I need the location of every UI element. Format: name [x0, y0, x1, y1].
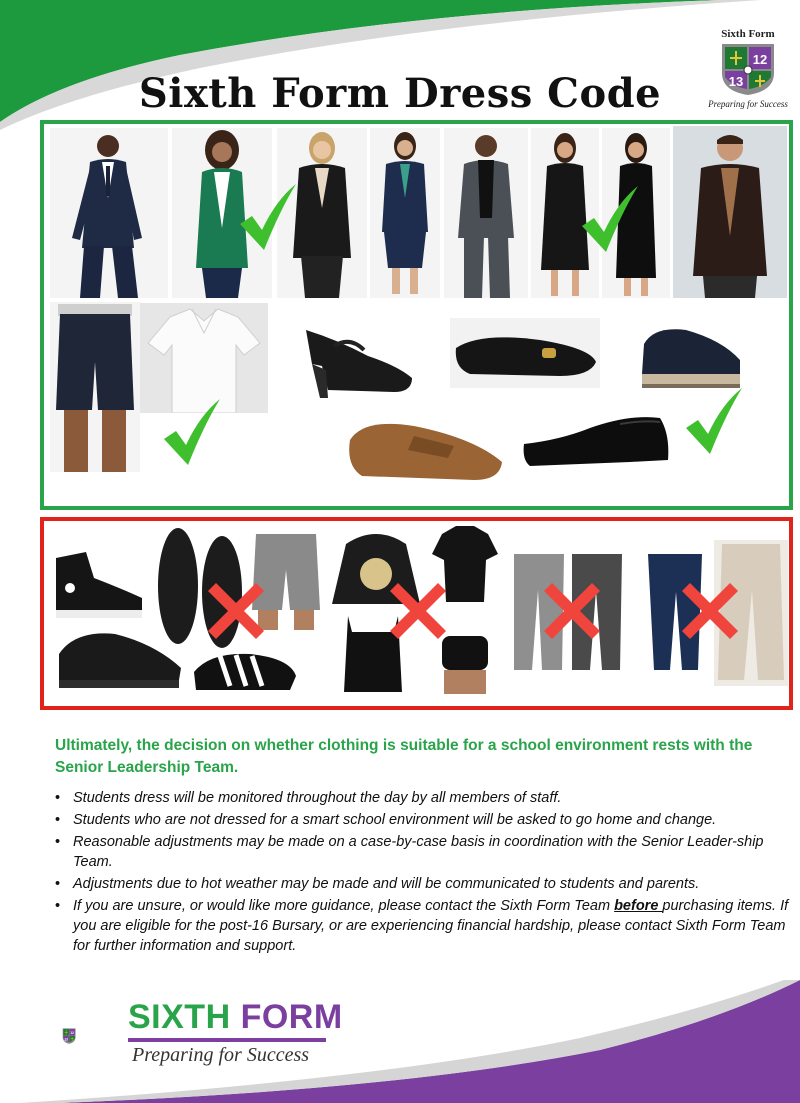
- bullet-text-after: purchasing items. If you are eligible for the post-16 Bursary, or are experiencing financial hardship, please contact Sixth Form Team for further information and support.: [73, 898, 789, 954]
- mary-jane-heel-photo: [298, 310, 418, 402]
- list-item: • Students dress will be monitored throughout the day by all members of staff.: [55, 788, 790, 808]
- check-mark-icon: [682, 384, 746, 456]
- person-navy-skirt-suit-photo: [370, 128, 440, 298]
- person-grey-suit-photo: [444, 128, 528, 298]
- check-mark-icon: [578, 182, 642, 254]
- crest-shield-icon: [719, 41, 777, 97]
- list-item: • Reasonable adjustments may be made on a case-by-case basis in coordination with the Senior Leader-ship Team.: [55, 832, 790, 872]
- crest-tagline: Preparing for Success: [708, 99, 788, 109]
- person-brown-blazer-photo: [673, 126, 787, 298]
- school-crest: [700, 28, 796, 120]
- tailored-shorts-photo: [50, 302, 140, 472]
- list-item: • Adjustments due to hot weather may be made and will be communicated to students and parents.: [55, 874, 790, 894]
- footer-crest-year-top: 12: [70, 1030, 74, 1035]
- list-item: • Students who are not dressed for a smart school environment will be asked to go home and change.: [55, 810, 790, 830]
- tan-loafer-photo: [344, 410, 508, 490]
- check-mark-icon: [160, 395, 224, 467]
- cross-mark-icon: [382, 575, 454, 647]
- black-slip-on-photo: [520, 404, 672, 478]
- page-title: Sixth Form Dress Code: [138, 70, 662, 117]
- footer-title-part2: FORM: [240, 998, 343, 1036]
- check-mark-icon: [236, 180, 300, 252]
- slider-sandal-photo: [190, 646, 300, 700]
- crest-year-bottom: 13: [728, 74, 744, 89]
- cross-mark-icon: [200, 575, 272, 647]
- footer-crest-icon: [62, 1000, 124, 1072]
- policy-bullet-list: [55, 788, 790, 958]
- footer-crest-year-bottom: 13: [64, 1037, 68, 1042]
- crest-year-top: 12: [752, 52, 768, 67]
- cross-mark-icon: [674, 575, 746, 647]
- bullet-text-before: If you are unsure, or would like more guidance, please contact the Sixth Form Team: [73, 898, 615, 914]
- footer-title: [128, 998, 343, 1037]
- footer-title-part1: SIXTH: [128, 998, 241, 1036]
- list-item: [55, 896, 790, 956]
- person-navy-suit-photo: [50, 128, 168, 298]
- footer-divider: [128, 1038, 326, 1042]
- black-ballet-flat-photo: [450, 318, 600, 388]
- cross-mark-icon: [536, 575, 608, 647]
- crest-label: Sixth Form: [721, 28, 775, 40]
- headline-statement: Ultimately, the decision on whether clothing is suitable for a school environment rests with the Senior Leadership Team.: [55, 737, 753, 776]
- bullet-emphasis-before: before: [614, 898, 663, 914]
- navy-derby-shoe-photo: [636, 318, 748, 394]
- hi-top-sneaker-photo: [50, 548, 146, 624]
- footer-tagline: Preparing for Success: [132, 1044, 310, 1066]
